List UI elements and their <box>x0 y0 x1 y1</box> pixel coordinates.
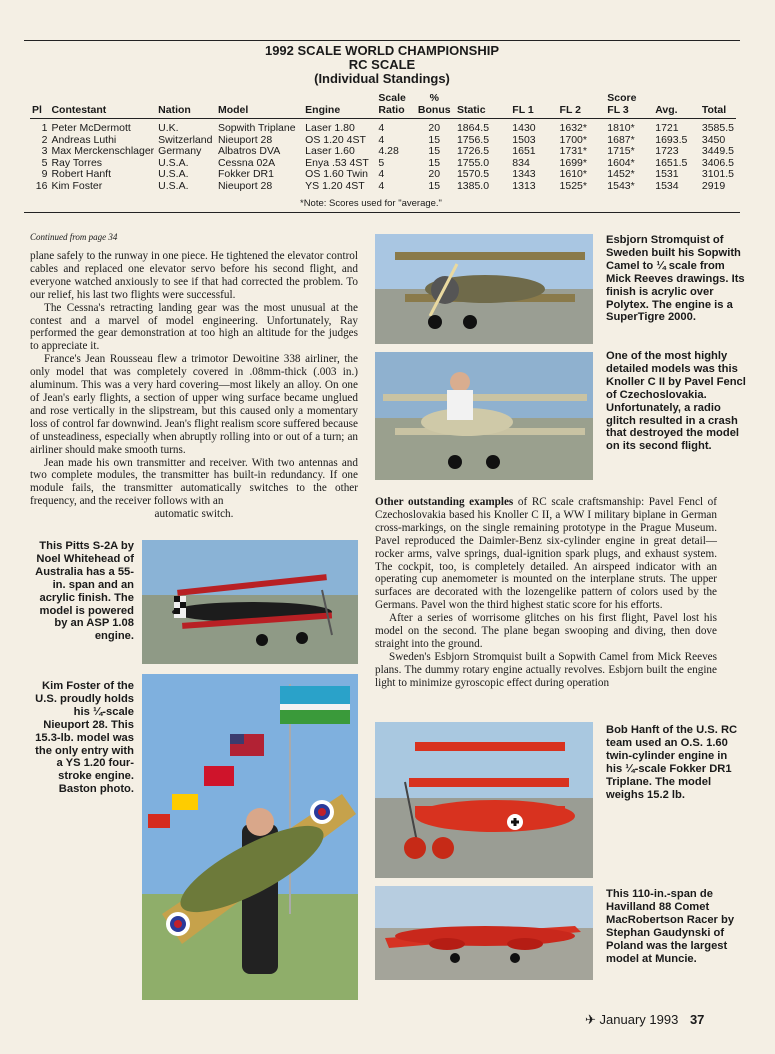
col-total: Total <box>700 92 736 119</box>
cell-fl2: 1731* <box>559 145 587 158</box>
fokker-triplane-image <box>375 722 593 878</box>
cell-engine: Laser 1.60 <box>305 145 355 158</box>
cell-fl1: 1430 <box>512 122 536 134</box>
cell-avg: 1651.5 <box>655 156 688 169</box>
photo-pitts <box>142 540 358 664</box>
col-model: Model <box>216 92 303 119</box>
left-last-line: automatic switch. <box>154 508 234 521</box>
cell-ratio: 4 <box>378 122 385 134</box>
bonus-line2: Bonus <box>417 104 451 116</box>
left-paragraph-3: France's Jean Rousseau flew a trimotor Dewoitine 338 airliner, the only model that was completely covered in .08mm-thick (.003 in.) aluminum. This was a very hard covering—most likely an alloy. On one of Jean's early flights, a section of upper wing surface became unglued and rose vertically in the slipstream, but this caused only a momentary loss of control far downwind. Jean's flight realism score suffered because of unsteadiness, especially when abruptly rolling into or out of a turn; an airliner should make smooth turns. <box>30 353 358 456</box>
table-title-line3: (Individual Standings) <box>314 71 450 86</box>
col-bonus <box>414 92 455 119</box>
cell-fl3: 1810* <box>607 122 635 134</box>
cell-static: 1385.0 <box>456 179 490 192</box>
cell-avg: 1534 <box>655 179 679 192</box>
cell-model: Cessna 02A <box>217 156 276 169</box>
right-paragraph-1-text: of RC scale craftsmanship: Pavel Fencl of Czechoslovakia based his Knoller C II, a WW I military biplane in German cross-markings, on the single remaining prototype in the Prague Museum. Pavel reproduced the Daimler-Benz six-cylinder engine in great detail—rocker arms, valve springs, dual-ignition spark plugs, and exhaust system. The cockpit, too, is completely detailed. An airspeed indicator with an operating cup anemometer is mounted on the interplane struts. The upper surfaces are decorated with the lozengelike pattern of colors used by the Germans. Pavel won the third highest static score for his efforts. <box>375 496 718 612</box>
cell-total: 3585.5 <box>701 122 734 134</box>
cell-name: Andreas Luthi <box>51 133 117 146</box>
scale-ratio-line2: Ratio <box>378 104 405 116</box>
cell-fl2: 1525* <box>559 179 587 192</box>
cell-ratio: 4 <box>378 133 385 146</box>
cell-total: 3101.5 <box>701 168 734 181</box>
cell-name: Peter McDermott <box>51 122 131 134</box>
cell-bonus: 20 <box>428 168 441 181</box>
photo-knoller <box>375 352 593 480</box>
dh88-comet-image <box>375 886 593 980</box>
cell-nation: Germany <box>158 145 202 158</box>
col-avg: Avg. <box>653 92 700 119</box>
col-static: Static <box>455 92 510 119</box>
cell-avg: 1693.5 <box>655 133 688 146</box>
caption-stromquist: Esbjorn Stromquist of Sweden built his Sopwith Camel to ¼ scale from Mick Reeves drawings. Its finish is acrylic over Polytex. The engine is a SuperTigre 2000. <box>606 234 745 324</box>
caption-hanft: Bob Hanft of the U.S. RC team used an O.S. 1.60 twin-cylinder engine in his ¼-scale Fokker DR1 Triplane. The model weighs 15.2 lb. <box>606 724 738 801</box>
table-title-line1: 1992 SCALE WORLD CHAMPIONSHIP <box>264 43 500 58</box>
top-rule <box>24 40 740 41</box>
cell-pl: 1 <box>41 122 48 134</box>
cell-static: 1864.5 <box>456 122 490 134</box>
right-paragraph-1 <box>375 496 717 612</box>
cell-model: Albatros DVA <box>217 145 281 158</box>
col-contestant: Contestant <box>49 92 156 119</box>
right-article-text <box>375 496 717 690</box>
cell-engine: Laser 1.80 <box>305 122 355 134</box>
cell-static: 1755.0 <box>456 156 490 169</box>
cell-ratio: 5 <box>378 156 385 169</box>
fl3-line1: Score <box>607 92 637 104</box>
cell-fl2: 1699* <box>559 156 587 169</box>
right-paragraph-2: After a series of worrisome glitches on his first flight, Pavel lost his model on the second. The plane began swooping and diving, then dove straight into the ground. <box>375 612 717 650</box>
col-engine: Engine <box>303 92 376 119</box>
caption-knoller: One of the most highly detailed models was this Knoller C II by Pavel Fencl of Czechoslovakia. Unfortunately, a radio glitch resulted in a crash that destroyed the model on its second flight. <box>606 350 746 453</box>
continued-note: Continued from page 34 <box>30 232 118 242</box>
cell-ratio: 4.28 <box>378 145 399 158</box>
left-article-text <box>30 250 358 521</box>
cell-fl3: 1687* <box>607 133 635 146</box>
left-paragraph-4: Jean made his own transmitter and receiver. With two antennas and two complete modules, the transmitter has built-in redundancy. If one module fails, the transmitter automatically switches to the other frequency, and the receiver follows with an <box>30 456 358 508</box>
table-bottom-rule <box>24 212 740 213</box>
cell-pl: 5 <box>41 156 48 169</box>
left-paragraph-1: plane safely to the runway in one piece. He tightened the elevator control cables and replaced one elevator servo before his second flight, and everyone watched anxiously to see if that had corrected the problem. To our relief, his last two flights were successful. <box>30 250 358 301</box>
standings-table <box>30 92 736 193</box>
photo-comet <box>375 886 593 980</box>
fl3-line2: FL 3 <box>607 104 629 116</box>
cell-model: Fokker DR1 <box>217 168 274 181</box>
cell-nation: U.S.A. <box>158 168 189 181</box>
table-row <box>30 119 736 135</box>
cell-engine: Enya .53 4ST <box>305 156 369 169</box>
cell-nation: U.K. <box>158 122 179 134</box>
table-header-row <box>30 92 736 119</box>
pitts-biplane-image <box>142 540 358 664</box>
photo-stromquist <box>375 234 593 344</box>
col-nation: Nation <box>156 92 216 119</box>
cell-name: Robert Hanft <box>51 168 111 181</box>
cell-fl2: 1700* <box>559 133 587 146</box>
cell-pl: 2 <box>41 133 48 146</box>
col-fl1: FL 1 <box>510 92 557 119</box>
page-footer <box>585 1012 704 1028</box>
cell-static: 1570.5 <box>456 168 490 181</box>
cell-static: 1726.5 <box>456 145 490 158</box>
cell-bonus: 15 <box>428 179 441 192</box>
cell-name: Kim Foster <box>51 179 103 192</box>
cell-engine: YS 1.20 4ST <box>305 179 365 192</box>
table-title <box>24 44 740 86</box>
caption-foster: Kim Foster of the U.S. proudly holds his ¼-scale Nieuport 28. This 15.3-lb. model was the only entry with a YS 1.20 four-stroke engine. Baston photo. <box>35 680 134 796</box>
nieuport-foster-image <box>142 674 358 1000</box>
cell-avg: 1531 <box>655 168 679 181</box>
cell-static: 1756.5 <box>456 133 490 146</box>
cell-bonus: 15 <box>428 145 441 158</box>
cell-pl: 3 <box>41 145 48 158</box>
cell-fl2: 1610* <box>559 168 587 181</box>
caption-pitts: This Pitts S-2A by Noel Whitehead of Australia has a 55-in. span and an acrylic finish. The model is powered by an ASP 1.08 engine. <box>35 540 134 643</box>
cell-bonus: 20 <box>428 122 441 134</box>
cell-ratio: 4 <box>378 179 385 192</box>
cell-bonus: 15 <box>428 133 441 146</box>
cell-nation: U.S.A. <box>158 179 189 192</box>
cell-model: Sopwith Triplane <box>217 122 296 134</box>
col-scale-ratio <box>376 92 413 119</box>
cell-fl3: 1604* <box>607 156 635 169</box>
bonus-line1: % <box>429 92 439 104</box>
cell-avg: 1721 <box>655 122 679 134</box>
cell-ratio: 4 <box>378 168 385 181</box>
table-note: *Note: Scores used for "average." <box>300 198 442 209</box>
photo-hanft <box>375 722 593 878</box>
scale-ratio-line1: Scale <box>378 92 406 104</box>
cell-model: Nieuport 28 <box>217 133 273 146</box>
cell-fl1: 834 <box>512 156 530 169</box>
sopwith-camel-image <box>375 234 593 344</box>
knoller-biplane-image <box>375 352 593 480</box>
cell-name: Ray Torres <box>51 156 103 169</box>
col-fl3 <box>605 92 653 119</box>
cell-total: 3449.5 <box>701 145 734 158</box>
cell-fl1: 1503 <box>512 133 536 146</box>
cell-fl1: 1343 <box>512 168 536 181</box>
cell-total: 3450 <box>701 133 726 146</box>
cell-fl3: 1452* <box>607 168 635 181</box>
right-lead-in: Other outstanding examples <box>375 496 514 508</box>
col-fl2: FL 2 <box>558 92 606 119</box>
cell-avg: 1723 <box>655 145 679 158</box>
cell-bonus: 15 <box>428 156 441 169</box>
table-row <box>30 181 736 193</box>
cell-model: Nieuport 28 <box>217 179 273 192</box>
table-title-line2: RC SCALE <box>348 57 416 72</box>
cell-name: Max Merckenschlager <box>51 145 155 158</box>
cell-engine: OS 1.20 4ST <box>305 133 366 146</box>
left-paragraph-2: The Cessna's retracting landing gear was the most unusual at the contest and a marvel of model engineering. Unfortunately, Ray performed the gear demonstration at too high an altitude for the judges to appreciate it. <box>30 301 358 353</box>
cell-fl3: 1543* <box>607 179 635 192</box>
caption-comet: This 110-in.-span de Havilland 88 Comet MacRobertson Racer by Stephan Gaudynski of Poland was the largest model at Muncie. <box>606 888 735 965</box>
photo-foster <box>142 674 358 1000</box>
cell-engine: OS 1.60 Twin <box>305 168 369 181</box>
footer-month: January 1993 <box>599 1012 679 1027</box>
page-number: 37 <box>689 1012 705 1027</box>
cell-total: 2919 <box>701 179 726 192</box>
airplane-icon: ✈ <box>585 1012 596 1027</box>
cell-pl: 9 <box>41 168 48 181</box>
cell-nation: U.S.A. <box>158 156 189 169</box>
cell-fl1: 1313 <box>512 179 536 192</box>
col-pl: Pl <box>30 92 49 119</box>
cell-total: 3406.5 <box>701 156 734 169</box>
right-paragraph-3: Sweden's Esbjorn Stromquist built a Sopwith Camel from Mick Reeves plans. The dummy rotary engine actually revolves. Esbjorn built the engine light to minimize gyroscopic effect during operation <box>375 650 717 689</box>
cell-fl1: 1651 <box>512 145 536 158</box>
cell-fl3: 1715* <box>607 145 635 158</box>
cell-fl2: 1632* <box>559 122 587 134</box>
cell-pl: 16 <box>35 179 48 192</box>
cell-nation: Switzerland <box>158 133 213 146</box>
